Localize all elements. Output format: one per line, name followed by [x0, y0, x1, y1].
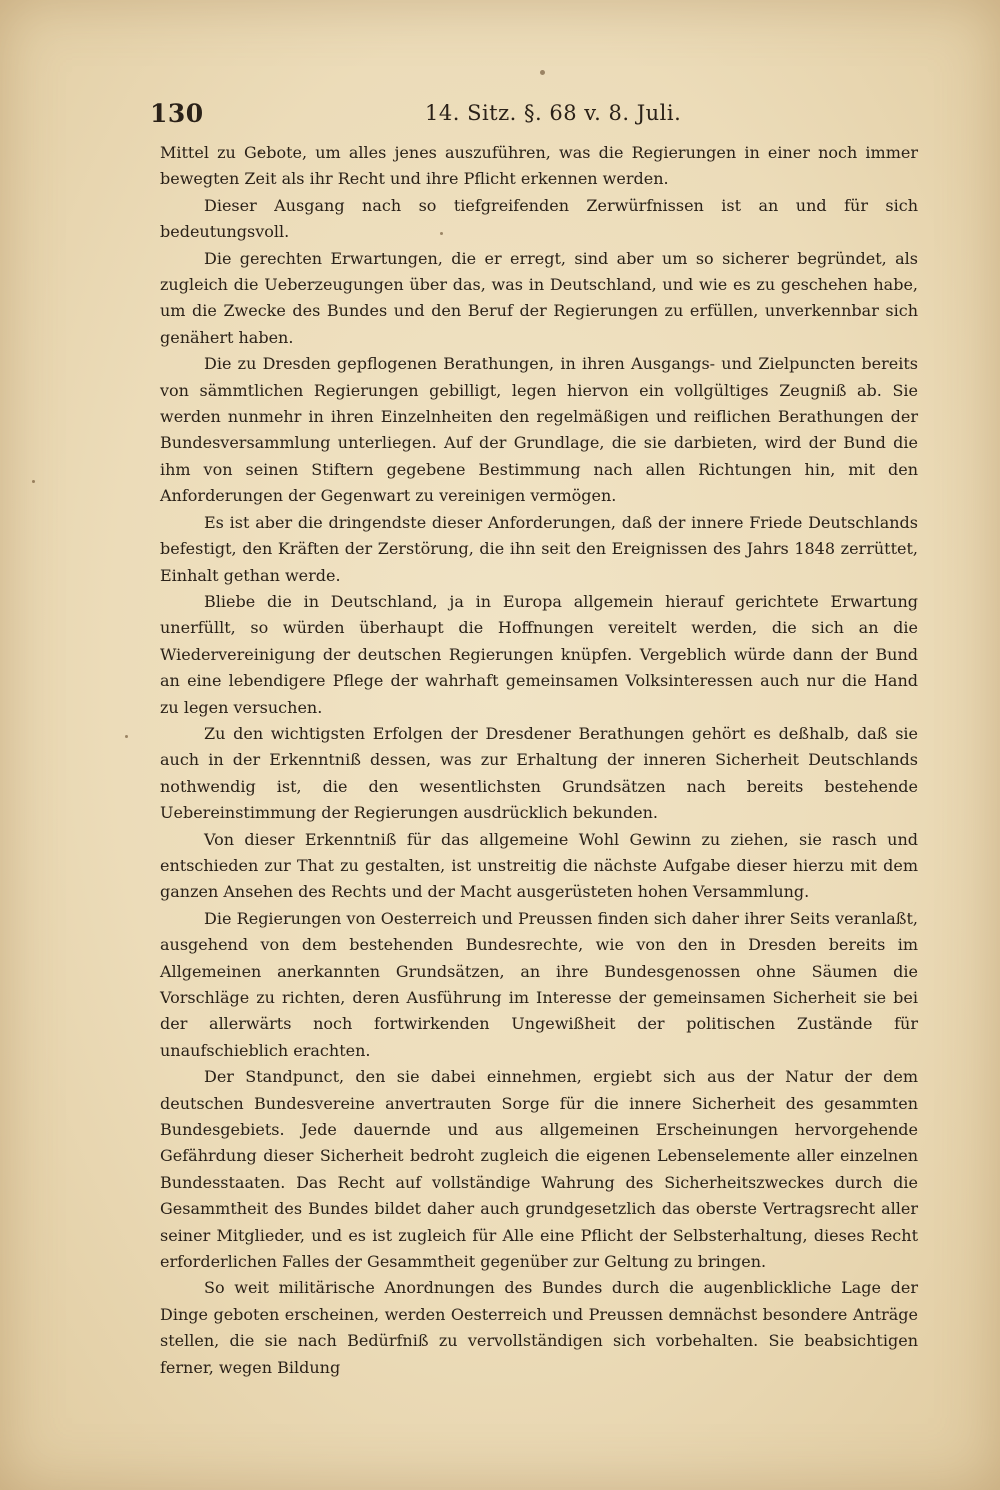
paragraph: Dieser Ausgang nach so tiefgreifenden Zerwürfnissen ist an und für sich bedeutungsvoll.	[160, 195, 918, 242]
paragraph: Von dieser Erkenntniß für das allgemeine Wohl Gewinn zu ziehen, sie rasch und entschieden zur That zu gestalten, ist unstreitig die nächste Aufgabe dieser hierzu mit dem ganzen Ansehen des Rechts und der Macht ausgerüsteten hohen Versammlung.	[160, 829, 918, 902]
paragraph: Die Regierungen von Oesterreich und Preussen finden sich daher ihrer Seits veranlaßt, ausgehend von dem bestehenden Bundesrechte, wie von den in Dresden bereits im Allgemeinen anerkannten Grundsätzen, an ihre Bundesgenossen ohne Säumen die Vorschläge zu richten, deren Ausführung im Interesse der gemeinsamen Sicherheit sie bei der allerwärts noch fortwirkenden Ungewißheit der politischen Zustände für unaufschieblich erachten.	[160, 908, 918, 1060]
paragraph: Die zu Dresden gepflogenen Berathungen, in ihren Ausgangs- und Zielpuncten bereits von sämmtlichen Regierungen gebilligt, legen hiervon ein vollgültiges Zeugniß ab. Sie werden nunmehr in ihren Einzelnheiten den regelmäßigen und reiflichen Berathungen der Bundesversammlung unterliegen. Auf der Grundlage, die sie darbieten, wird der Bund die ihm von seinen Stiftern gegebene Bestimmung nach allen Richtungen hin, mit den Anforderungen der Gegenwart zu vereinigen vermögen.	[160, 354, 918, 506]
paper-speck	[32, 480, 35, 483]
paper-speck	[540, 70, 545, 75]
page-header	[150, 95, 860, 135]
paragraph: Der Standpunct, den sie dabei einnehmen, ergiebt sich aus der Natur der dem deutschen Bundesvereine anvertrauten Sorge für die innere Sicherheit des gesammten Bundesgebiets. Jede dauernde und aus allgemeinen Erscheinungen hervorgehende Gefährdung dieser Sicherheit bedroht zugleich die eigenen Lebenselemente aller einzelnen Bundesstaaten. Das Recht auf vollständige Wahrung des Sicherheitszweckes durch die Gesammtheit des Bundes bildet daher auch grundgesetzlich das oberste Vertragsrecht aller seiner Mitglieder, und es ist zugleich für Alle eine Pflicht der Selbsterhaltung, dieses Recht erforderlichen Falles der Gesammtheit gegenüber zur Geltung zu bringen.	[160, 1067, 918, 1272]
paragraph: Zu den wichtigsten Erfolgen der Dresdener Berathungen gehört es deßhalb, daß sie auch in der Erkenntniß dessen, was zur Erhaltung der inneren Sicherheit Deutschlands nothwendig ist, die den wesentlichsten Grundsätzen nach bereits bestehende Uebereinstimmung der Regierungen ausdrücklich bekunden.	[160, 723, 918, 823]
paragraph: Die gerechten Erwartungen, die er erregt, sind aber um so sicherer begründet, als zugleich die Ueberzeugungen über das, was in Deutschland, und wie es zu geschehen habe, um die Zwecke des Bundes und den Beruf der Regierungen zu erfüllen, unverkennbar sich genähert haben.	[160, 248, 918, 347]
page-number: 130	[150, 99, 204, 128]
paragraph: Mittel zu Gebote, um alles jenes auszuführen, was die Regierungen in einer noch immer bewegten Zeit als ihr Recht und ihre Pflicht erkennen werden.	[160, 143, 918, 189]
paragraph: Bliebe die in Deutschland, ja in Europa allgemein hierauf gerichtete Erwartung unerfüllt, so würden überhaupt die Hoffnungen vereitelt werden, die sich an die Wiedervereinigung der deutschen Regierungen knüpfen. Vergeblich würde dann der Bund an eine lebendigere Pflege der wahrhaft gemeinsamen Volksinteressen auch nur die Hand zu legen versuchen.	[160, 591, 918, 717]
paper-speck	[125, 735, 128, 738]
paragraph: So weit militärische Anordnungen des Bundes durch die augenblickliche Lage der Dinge geboten erscheinen, werden Oesterreich und Preussen demnächst besondere Anträge stellen, die sie nach Bedürfniß zu vervollständigen sich vorbehalten. Sie beabsichtigen ferner, wegen Bildung	[160, 1278, 918, 1377]
paragraph: Es ist aber die dringendste dieser Anforderungen, daß der innere Friede Deutschlands befestigt, den Kräften der Zerstörung, die ihn seit den Ereignissen des Jahrs 1848 zerrüttet, Einhalt gethan werde.	[160, 512, 918, 585]
body-text	[160, 140, 918, 1381]
running-head: 14. Sitz. §. 68 v. 8. Juli.	[425, 101, 682, 125]
